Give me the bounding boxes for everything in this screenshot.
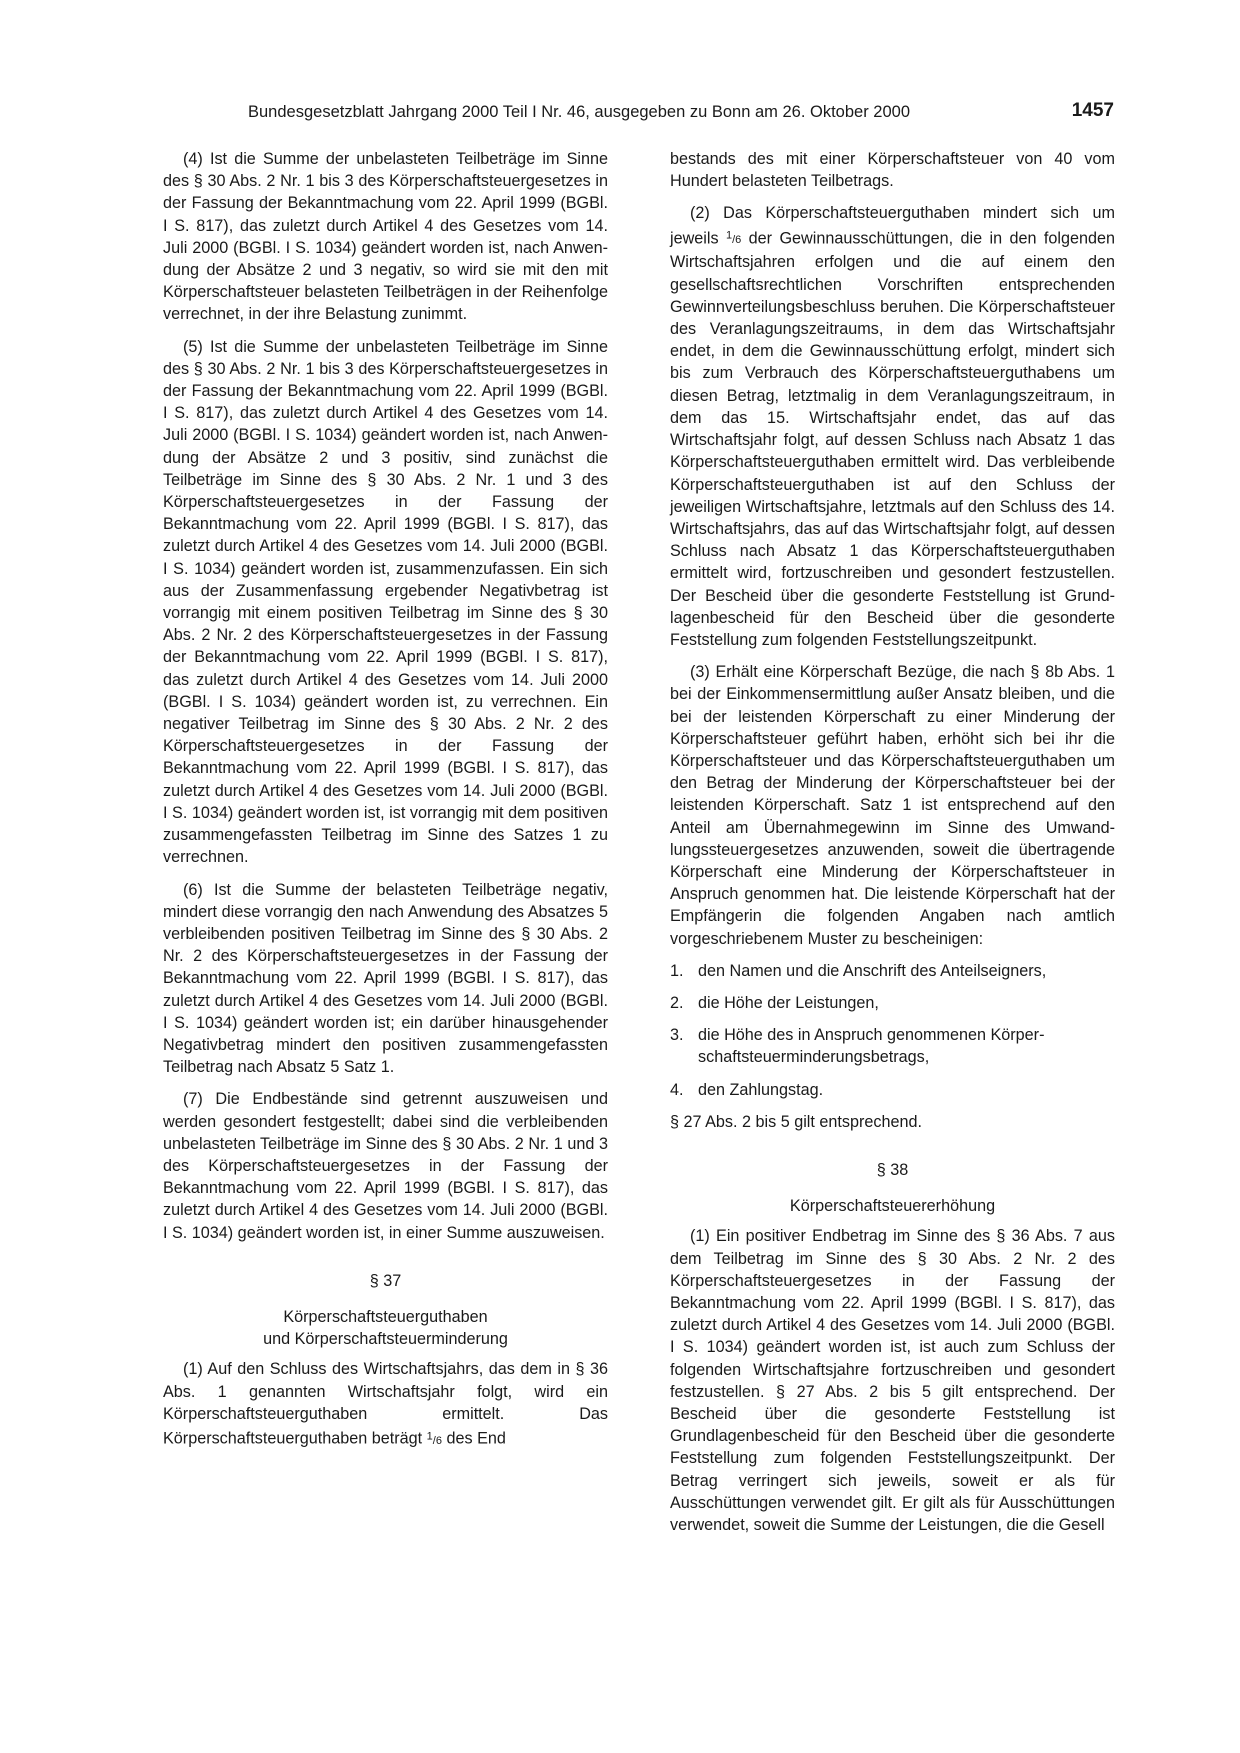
fraction-one-sixth-2: $^1$/6 [725, 229, 742, 247]
list-item [670, 1079, 1115, 1101]
right-column [670, 148, 1115, 1546]
list-item-number: 4. [670, 1080, 684, 1099]
paragraph-37-1-text-b: des End [441, 1429, 506, 1448]
list-item-text: den Zahlungstag. [698, 1080, 824, 1099]
fraction-one-sixth: $^1$/6 [426, 1429, 442, 1447]
paragraph-37-1-text-a: (1) Auf den Schluss des Wirtschaftsjahrs, das dem in § 36 Abs. 1 genannten Wirtschaftsjahr folgt, wird ein Körperschaftsteuerguthaben ermittelt. Das Körperschaftsteuerguthaben beträgt [163, 1360, 608, 1448]
list-item-number: 3. [670, 1026, 684, 1045]
list-item [670, 992, 1115, 1014]
page-number: 1457 [1071, 100, 1114, 121]
section-37-title-line-1: Körperschaftsteuerguthaben [283, 1307, 488, 1326]
list-item-text: die Höhe der Leistungen, [698, 993, 879, 1012]
paragraph-37-2 [670, 202, 1115, 651]
section-38-heading: § 38 [876, 1160, 909, 1179]
fraction-numerator: 1 [426, 1429, 433, 1442]
section-38-title: Körperschaftsteuererhöhung [789, 1197, 996, 1216]
section-37-title-line-2: und Körperschaftsteuerminderung [263, 1330, 508, 1349]
list-item-text: die Höhe des in Anspruch genommenen Körperschaftsteuerminderungsbetrags, [698, 1026, 1045, 1067]
paragraph-37-1 [163, 1358, 608, 1451]
list-item-number: 2. [670, 993, 684, 1012]
left-column [163, 148, 608, 1462]
fraction-numerator-2: 1 [725, 229, 733, 242]
paragraph-36-4: (4) Ist die Summe der unbelasteten Teilbeträge im Sinne des § 30 Abs. 2 Nr. 1 bis 3 des Körperschaftsteuergesetzes in der Fassung der Bekanntmachung vom 22. April 1999 (BGBl. I S. 817), das zuletzt durch Artikel 4 des Gesetzes vom 14. Juli 2000 (BGBl. I S. 1034) geändert worden ist, nach Anwendung der Absätze 2 und 3 negativ, so wird sie mit den mit Körperschaftsteuer belasteten Teilbeträgen in der Reihenfolge verrechnet, in der ihre Belastung zunimmt. [163, 150, 608, 324]
paragraph-36-6: (6) Ist die Summe der belasteten Teilbeträge negativ, mindert diese vorrangig den nach Anwendung des Absatzes 5 verbleibenden positiven Teilbetrag im Sinne des § 30 Abs. 2 Nr. 2 des Körperschaftsteuergesetzes in der Fassung der Bekanntmachung vom 22. April 1999 (BGBl. I S. 817), das zuletzt durch Artikel 4 des Gesetzes vom 14. Juli 2000 (BGBl. I S. 1034) geändert worden ist; ein darüber hinausgehender Negativbetrag mindert den positiven zusammengefassten Teilbetrag nach Absatz 5 Satz 1. [163, 880, 608, 1077]
list-item [670, 960, 1115, 982]
paragraph-37-3-end: § 27 Abs. 2 bis 5 gilt entsprechend. [670, 1112, 922, 1131]
list-item-text: den Namen und die Anschrift des Anteilseigners, [698, 961, 1047, 980]
page-header [248, 100, 1114, 126]
paragraph-36-5: (5) Ist die Summe der unbelasteten Teilbeträge im Sinne des § 30 Abs. 2 Nr. 1 bis 3 des Körperschaftsteuergesetzes in der Fassung der Bekanntmachung vom 22. April 1999 (BGBl. I S. 817), das zuletzt durch Artikel 4 des Gesetzes vom 14. Juli 2000 (BGBl. I S. 1034) geändert worden ist, nach Anwendung der Absätze 2 und 3 positiv, sind zunächst die Teilbeträge im Sinne des § 30 Abs. 2 Nr. 1 und 3 des Körperschaftsteuergesetzes in der Fassung der Bekanntmachung vom 22. April 1999 (BGBl. I S. 817), das zuletzt durch Artikel 4 des Gesetzes vom 14. Juli 2000 (BGBl. I S. 1034) geändert worden ist, zusammenzufassen. Ein sich aus der Zusammenfassung ergebender Negativbetrag ist vorrangig mit einem positiven Teilbetrag im Sinne des § 30 Abs. 2 Nr. 2 des Körperschaftsteuergesetzes in der Fassung der Bekanntmachung vom 22. April 1999 (BGBl. I S. 817), das zuletzt durch Artikel 4 des Gesetzes vom 14. Juli 2000 (BGBl. I S. 1034) geändert worden ist, zu verrechnen. Ein negativer Teilbetrag im Sinne des § 30 Abs. 2 Nr. 2 des Körperschaftsteuergesetzes in der Fassung der Bekanntmachung vom 22. April 1999 (BGBl. I S. 817), das zuletzt durch Artikel 4 des Gesetzes vom 14. Juli 2000 (BGBl. I S. 1034) geändert worden ist, ist vorrangig mit dem positiven zusammengefassten Teilbetrag im Sinne des Satzes 1 zu verrechnen. [163, 337, 608, 867]
section-37-heading: § 37 [369, 1271, 402, 1290]
section-37-title [163, 1306, 608, 1350]
fraction-denominator: 6 [435, 1434, 442, 1447]
fraction-denominator-2: 6 [735, 234, 742, 247]
paragraph-38-1: (1) Ein positiver Endbetrag im Sinne des § 36 Abs. 7 aus dem Teilbetrag im Sinne des § 30 Abs. 2 Nr. 2 des Körperschaftsteuergesetzes in der Fassung der Bekanntmachung vom 22. April 1999 (BGBl. I S. 817), das zuletzt durch Artikel 4 des Gesetzes vom 14. Juli 2000 (BGBl. I S. 1034) geändert worden ist, ist auch zum Schluss der folgenden Wirtschaftsjahre fortzuschreiben und gesondert festzustellen. § 27 Abs. 2 bis 5 gilt entsprechend. Der Bescheid über die gesonderte Feststellung ist Grundlagenbescheid für den Bescheid über die gesonderte Feststellung zum folgenden Feststellungszeitpunkt. Der Betrag verringert sich jeweils, soweit er als für Ausschüttungen verwendet gilt. Er gilt als für Ausschüttungen verwendet, soweit die Summe der Leistungen, die die Gesell [670, 1227, 1115, 1535]
paragraph-37-1-continued: bestands des mit einer Körperschaftsteuer von 40 vom Hundert belasteten Teilbetrags. [670, 150, 1115, 191]
paragraph-36-7: (7) Die Endbestände sind getrennt auszuweisen und werden gesondert festgestellt; dabei sind die verbleibenden unbelasteten Teilbeträge im Sinne des § 30 Abs. 2 Nr. 1 und 3 des Körperschaftsteuergesetzes in der Fassung der Bekanntmachung vom 22. April 1999 (BGBl. I S. 817), das zuletzt durch Artikel 4 des Gesetzes vom 14. Juli 2000 (BGBl. I S. 1034) geändert worden ist, in einer Summe auszuweisen. [163, 1090, 608, 1242]
paragraph-37-3: (3) Erhält eine Körperschaft Bezüge, die nach § 8b Abs. 1 bei der Einkommensermittlung außer Ansatz bleiben, und die bei der leistenden Körperschaft zu einer Minderung der Körperschaftsteuer geführt haben, erhöht sich bei ihr die Körperschaftsteuer und das Körperschaftsteuerguthaben um den Betrag der Minderung der Körperschaftsteuer bei der leistenden Körperschaft. Satz 1 ist entsprechend auf den Anteil am Übernahmegewinn im Sinne des Umwandlungssteuergesetzes anzuwenden, soweit die übertragende Körperschaft eine Minderung der Körperschaftsteuer in Anspruch genommen hat. Die leistende Körperschaft hat der Empfängerin die folgenden Angaben nach amtlich vorgeschriebenem Muster zu bescheinigen: [670, 663, 1115, 948]
paragraph-37-2-text-b: der Gewinnausschüttungen, die in den folgenden Wirtschaftsjahren erfolgen und die auf einem den gesellschaftsrechtlichen Vorschriften entsprechenden Gewinnverteilungsbeschluss beruhen. Die Körperschaftsteuer des Veranlagungszeitraums, in dem das Wirtschaftsjahr endet, in dem die Gewinnausschüttung erfolgt, mindert sich bis zum Verbrauch des Körperschaftsteuerguthabens um diesen Betrag, letztmalig in dem Veranlagungszeitraum, in dem das 15. Wirtschaftsjahr endet, das auf das Wirtschaftsjahr folgt, auf dessen Schluss nach Absatz 1 das Körperschaftsteuerguthaben ermittelt wird. Das verbleibende Körperschaftsteuerguthaben ist auf den Schluss der jeweiligen Wirtschaftsjahre, letztmals auf den Schluss des 14. Wirtschaftsjahrs, das auf das Wirtschaftsjahr folgt, auf dessen Schluss nach Absatz 1 das Körperschaftsteuerguthaben ermittelt wird, fortzuschreiben und gesondert festzustellen. Der Bescheid über die gesonderte Feststellung ist Grundlagenbescheid für den Bescheid über die gesonderte Feststellung zum folgenden Feststellungszeitpunkt. [670, 229, 1115, 649]
list-item [670, 1024, 1115, 1068]
header-text: Bundesgesetzblatt Jahrgang 2000 Teil I Nr. 46, ausgegeben zu Bonn am 26. Oktober 2000 [248, 103, 910, 121]
paragraph-37-2-text-a: (2) Das Körperschaftsteuerguthaben mindert sich um jeweils [670, 204, 1115, 248]
list-item-number: 1. [670, 961, 684, 980]
